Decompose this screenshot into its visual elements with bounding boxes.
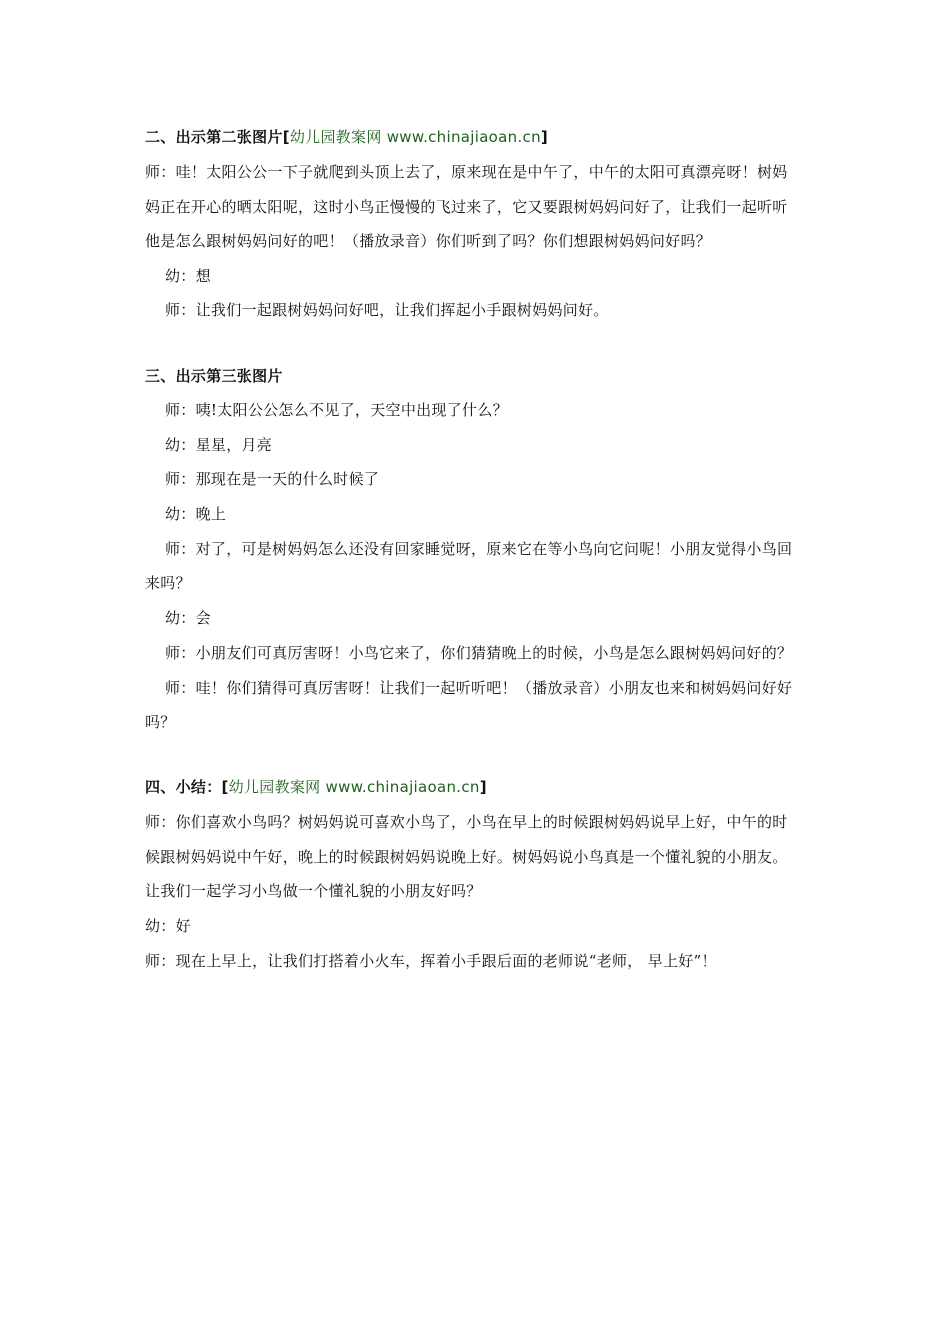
paragraph-line: 让我们一起学习小鸟做一个懂礼貌的小朋友好吗？ [145,882,482,900]
dialogue-line: 师：咦!太阳公公怎么不见了，天空中出现了什么？ [165,401,508,419]
site-link-url: www.chinajiaoan.cn [320,778,480,796]
dialogue-line: 师：让我们一起跟树妈妈问好吧，让我们挥起小手跟树妈妈问好。 [165,301,609,319]
dialogue-line: 师：现在上早上，让我们打搭着小火车，挥着小手跟后面的老师说“老师， 早上好”！ [145,952,717,970]
dialogue-line-continued: 吗？ [145,713,176,731]
site-link[interactable] [290,128,541,146]
bracket-open: [ [221,778,229,796]
section-4-heading [145,777,815,797]
dialogue-line: 师：那现在是一天的什么时候了 [165,470,380,488]
site-link-url: www.chinajiaoan.cn [381,128,541,146]
dialogue-line: 幼：想 [165,267,211,285]
section-2-title: 二、出示第二张图片 [145,128,283,146]
paragraph-line: 妈正在开心的晒太阳呢，这时小鸟正慢慢的飞过来了，它又要跟树妈妈问好了，让我们一起听听 [145,198,788,216]
bracket-close: ] [540,128,549,146]
section-2-heading [145,127,815,147]
site-link-text: 幼儿园教案网 [289,128,382,146]
site-link-text: 幼儿园教案网 [228,778,321,796]
dialogue-line-continued: 来吗？ [145,574,191,592]
dialogue-line: 幼：好 [145,917,191,935]
paragraph-line: 师：哇！太阳公公一下子就爬到头顶上去了，原来现在是中午了，中午的太阳可真漂亮呀！树妈 [145,163,788,181]
paragraph-line: 他是怎么跟树妈妈问好的吧！（播放录音）你们听到了吗？你们想跟树妈妈问好吗？ [145,232,712,250]
bracket-open: [ [282,128,290,146]
bracket-close: ] [479,778,487,796]
paragraph-line: 候跟树妈妈说中午好，晚上的时候跟树妈妈说晚上好。树妈妈说小鸟真是一个懂礼貌的小朋友。 [145,848,788,866]
dialogue-line: 师：小朋友们可真厉害呀！小鸟它来了，你们猜猜晚上的时候，小鸟是怎么跟树妈妈问好的？ [165,644,793,662]
dialogue-line: 幼：晚上 [165,505,227,523]
dialogue-line: 师：哇！你们猜得可真厉害呀！让我们一起听听吧！（播放录音）小朋友也来和树妈妈问好好 [165,679,793,697]
section-3-heading: 三、出示第三张图片 [145,367,283,385]
dialogue-line: 幼：星星，月亮 [165,436,273,454]
dialogue-line: 师：对了，可是树妈妈怎么还没有回家睡觉呀，原来它在等小鸟向它问呢！小朋友觉得小鸟回 [165,540,793,558]
dialogue-line: 幼：会 [165,609,211,627]
site-link[interactable] [229,778,480,796]
section-4-title: 四、小结： [145,778,222,796]
paragraph-line: 师：你们喜欢小鸟吗？树妈妈说可喜欢小鸟了，小鸟在早上的时候跟树妈妈说早上好，中午的时 [145,813,788,831]
